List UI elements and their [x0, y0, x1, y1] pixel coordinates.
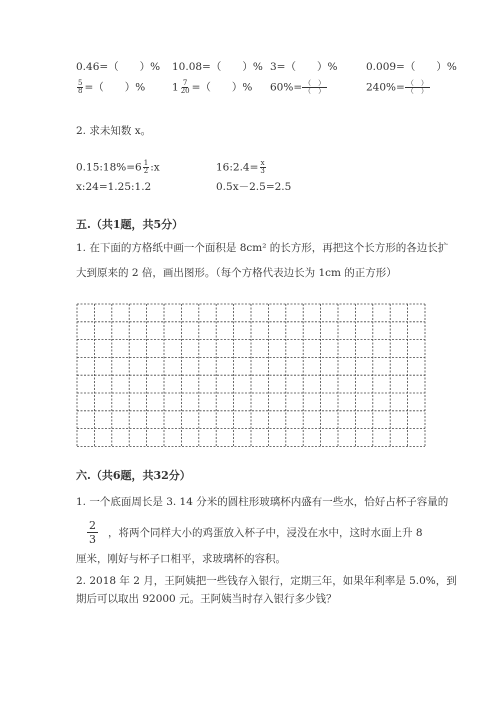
- convert-item-7: 60%= （ ） （ ）: [270, 79, 326, 95]
- equation-4: 0.5x－2.5=2.5: [216, 181, 292, 193]
- fraction: $\frac{7}{20}$: [180, 79, 190, 95]
- section-title: 五.（共1题，共5分）: [76, 218, 184, 231]
- question-text: 1. 在下面的方格纸中画一个面积是 8cm² 的长方形，再把这个长方形的各边长扩: [76, 242, 449, 254]
- convert-item-8: 240%= （ ） （ ）: [366, 79, 428, 95]
- convert-item-2: 10.08=（ ）%: [172, 61, 263, 73]
- blank-fraction: （ ） （ ）: [406, 79, 428, 95]
- question-text: 大到原来的 2 倍，画出图形。（每个方格代表边长为 1cm 的正方形）: [76, 267, 397, 279]
- grid-paper[interactable]: [76, 303, 426, 448]
- question-text: 2. 2018 年 2 月，王阿姨把一些钱存入银行，定期三年，如果年利率是 5.0%，到: [76, 575, 457, 587]
- convert-item-6: 1 $\frac{7}{20}$ =（ ）%: [172, 79, 253, 95]
- question-text: 厘米，刚好与杯子口相平，求玻璃杯的容积。: [76, 553, 286, 565]
- convert-item-3: 3=（ ）%: [270, 61, 338, 73]
- fraction: $\frac{x}{3}$: [260, 159, 265, 175]
- convert-item-5: $\frac{5}{8}$ =（ ）%: [78, 79, 146, 95]
- question-text: ，将两个同样大小的鸡蛋放入杯子中，浸没在水中，这时水面上升 8: [108, 527, 423, 539]
- question-text: 1. 一个底面周长是 3. 14 分米的圆柱形玻璃杯内盛有一些水，恰好占杯子容量的: [76, 496, 449, 508]
- equation-3: x:24=1.25:1.2: [76, 181, 152, 193]
- fraction: $\frac{1}{2}$: [143, 159, 149, 175]
- section-title: 六.（共6题，共32分）: [76, 469, 191, 482]
- fraction: $\frac{5}{8}$: [78, 79, 83, 95]
- fraction: $\frac{2}{3}$: [89, 519, 96, 546]
- convert-item-4: 0.009=（ ）%: [366, 61, 457, 73]
- question-heading: 2. 求未知数 x。: [76, 125, 152, 137]
- blank-fraction: （ ） （ ）: [304, 79, 326, 95]
- convert-item-1: 0.46=（ ）%: [76, 61, 161, 73]
- equation-1: 0.15:18%=6 $\frac{1}{2}$ :x: [76, 159, 160, 175]
- equation-2: 16:2.4= $\frac{x}{3}$: [216, 159, 265, 175]
- question-text: 期后可以取出 92000 元。王阿姨当时存入银行多少钱？: [76, 593, 337, 605]
